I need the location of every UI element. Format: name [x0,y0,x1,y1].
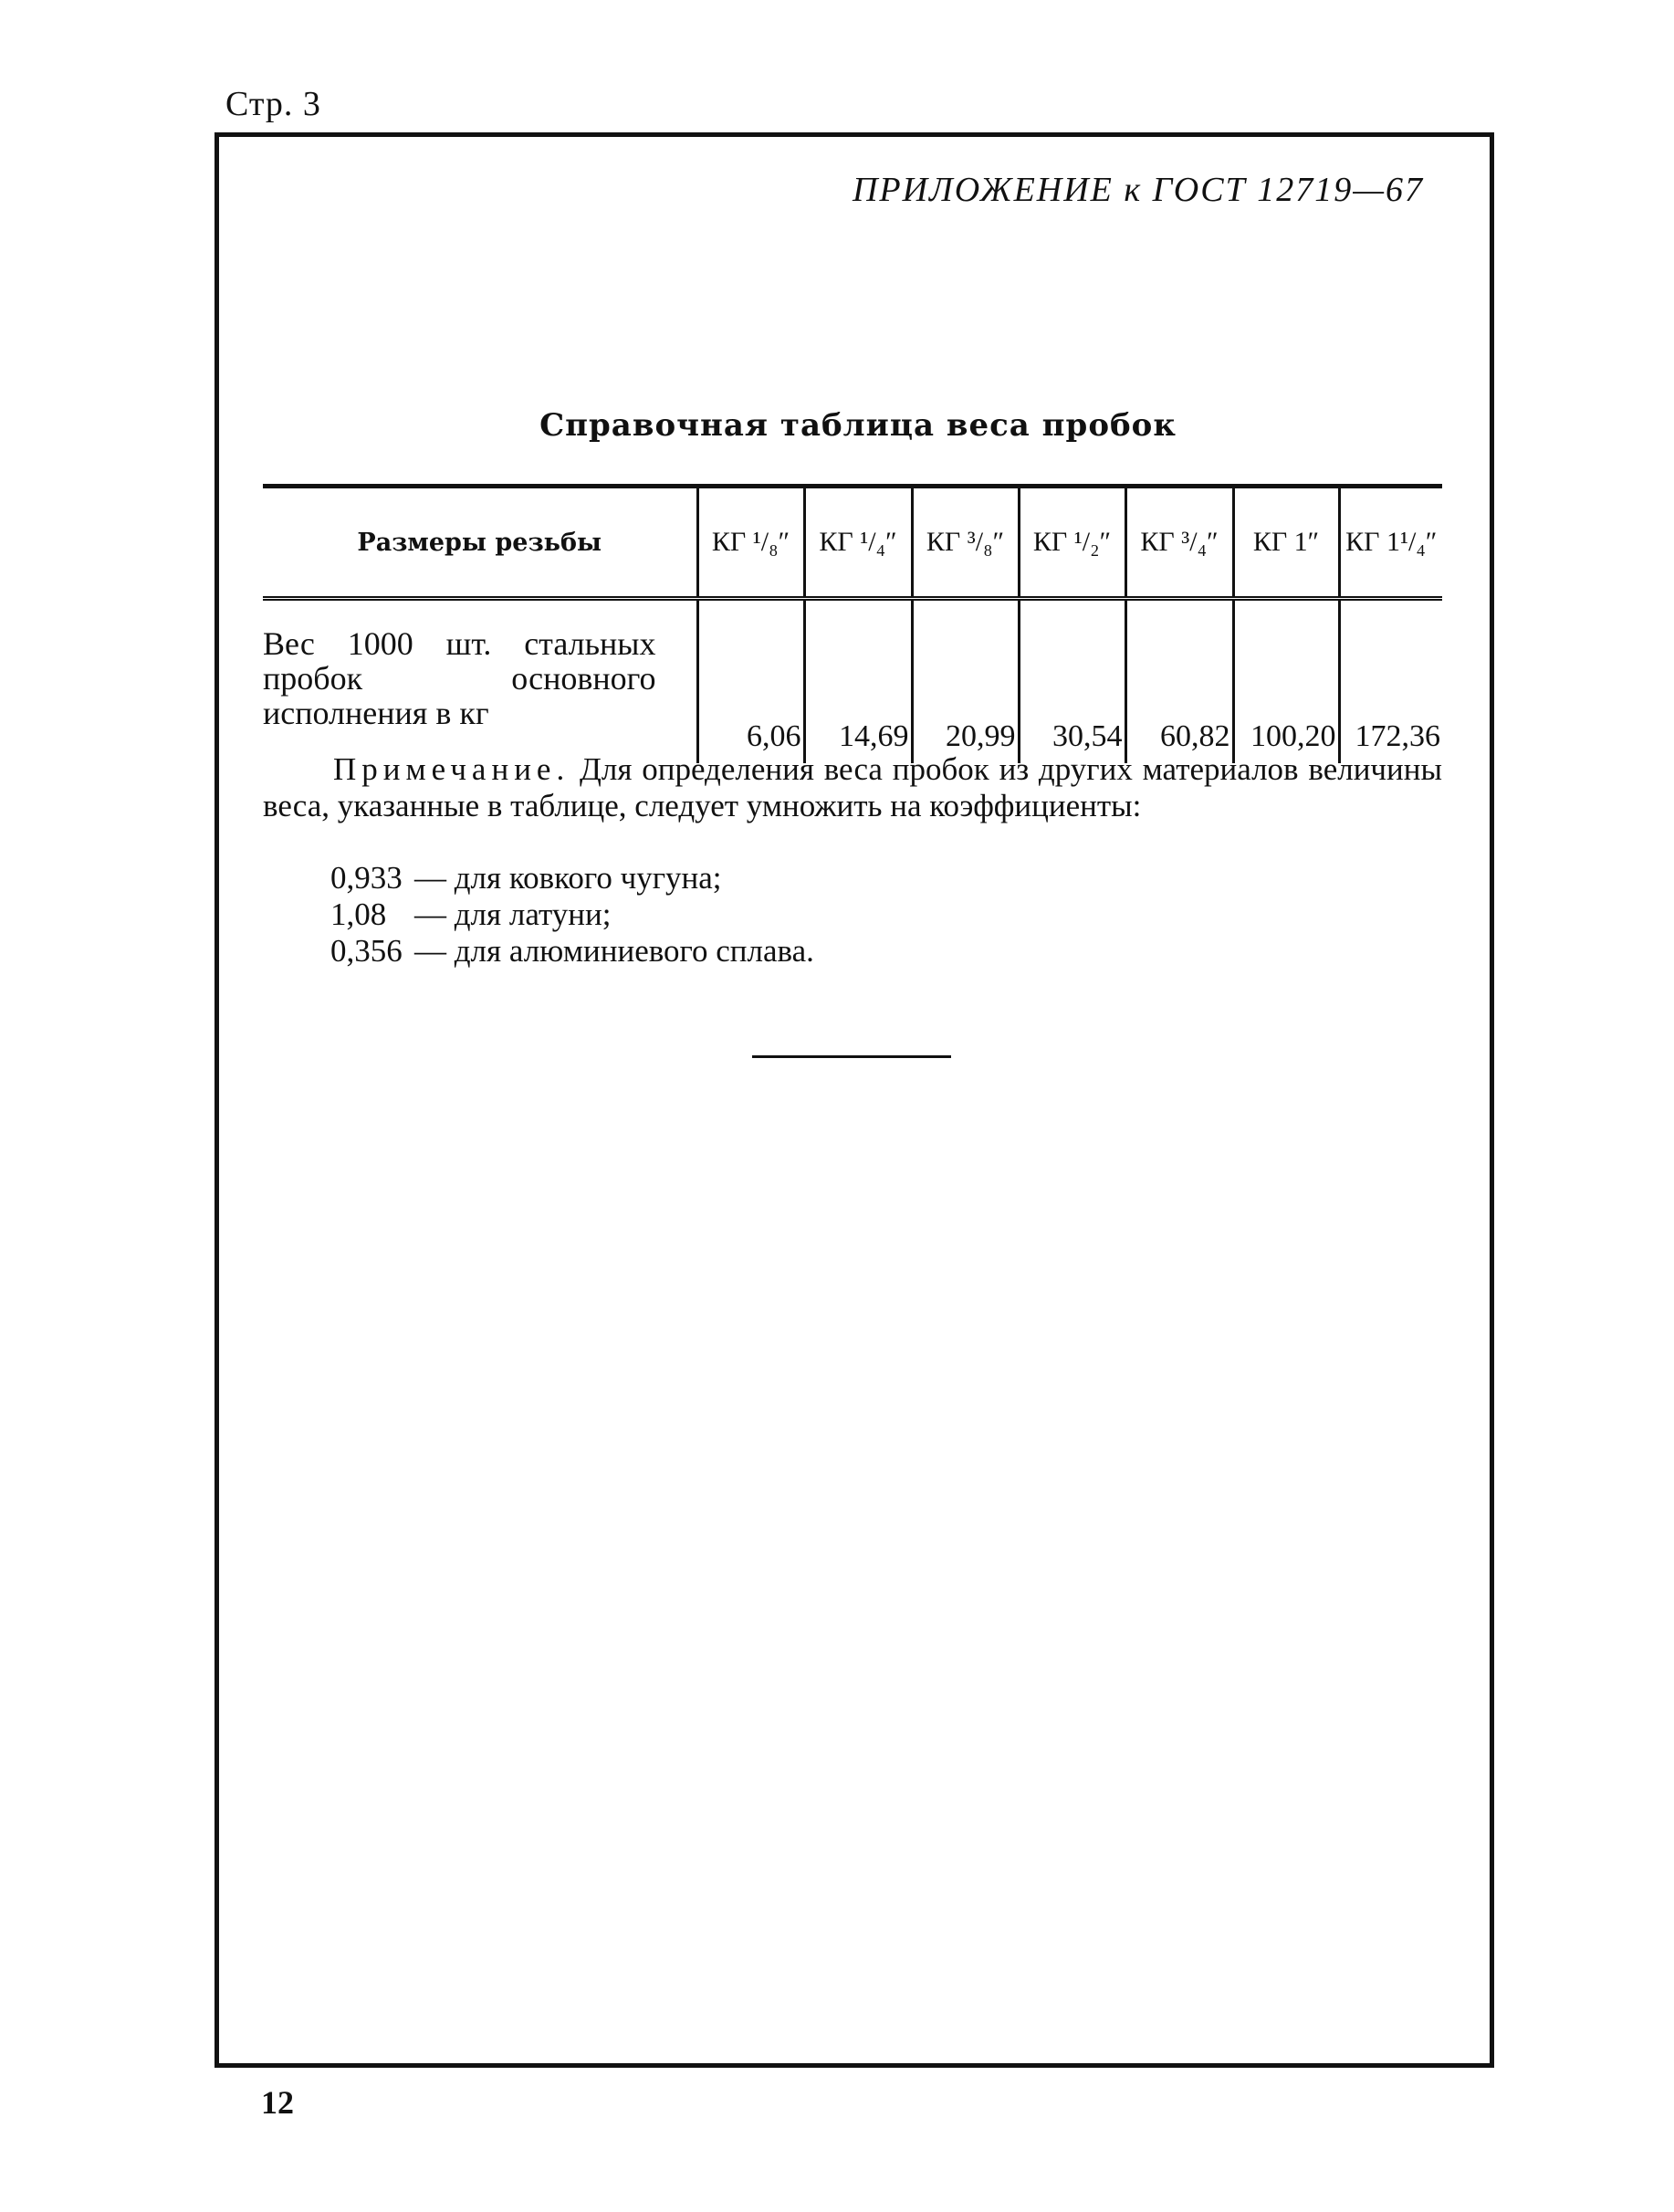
coefficient-material: — для алюминиевого сплава. [414,933,814,969]
end-rule [752,1055,951,1058]
table-row [263,599,1442,764]
column-header: КГ ¹/₈″ [697,487,804,599]
list-item [330,933,814,970]
column-header: КГ ¹/₄″ [804,487,912,599]
coefficient-value: 0,933 [330,860,403,896]
column-header: КГ 1″ [1233,487,1339,599]
row-header-cell: Размеры резьбы [263,487,697,599]
page-number: 12 [261,2084,294,2121]
weight-cell: 60,82 [1125,599,1233,764]
weight-cell: 14,69 [804,599,912,764]
coefficient-material: — для ковкого чугуна; [414,860,722,896]
weights-table [263,484,1442,763]
list-item [330,896,814,933]
weight-cell: 172,36 [1339,599,1442,764]
coefficient-value: 0,356 [330,933,403,969]
weight-cell: 6,06 [697,599,804,764]
weight-cell: 20,99 [912,599,1019,764]
table-title: Справочная таблица веса пробок [539,407,1177,444]
row-label-cell: Вес 1000 шт. стальных пробок основного исполнения в кг [263,625,656,731]
coefficient-material: — для латуни; [414,896,612,932]
table-header-row [263,487,1442,599]
appendix-title: ПРИЛОЖЕНИЕ к ГОСТ 12719—67 [852,171,1424,209]
weight-cell: 30,54 [1019,599,1125,764]
note-text: Для определения веса пробок из других материалов величины веса, указанные в таблице, следует умножить на коэффициенты: [263,751,1443,823]
page-label: Стр. 3 [225,85,321,123]
weight-cell: 100,20 [1233,599,1339,764]
coefficient-list [330,860,814,970]
column-header: КГ ¹/₂″ [1019,487,1125,599]
column-header: КГ ³/₄″ [1125,487,1233,599]
note-paragraph [263,751,1442,824]
note-label: Примечание. [333,751,570,787]
list-item [330,860,814,896]
column-header: КГ ³/₈″ [912,487,1019,599]
coefficient-value: 1,08 [330,896,387,932]
column-header: КГ 1¹/₄″ [1339,487,1442,599]
